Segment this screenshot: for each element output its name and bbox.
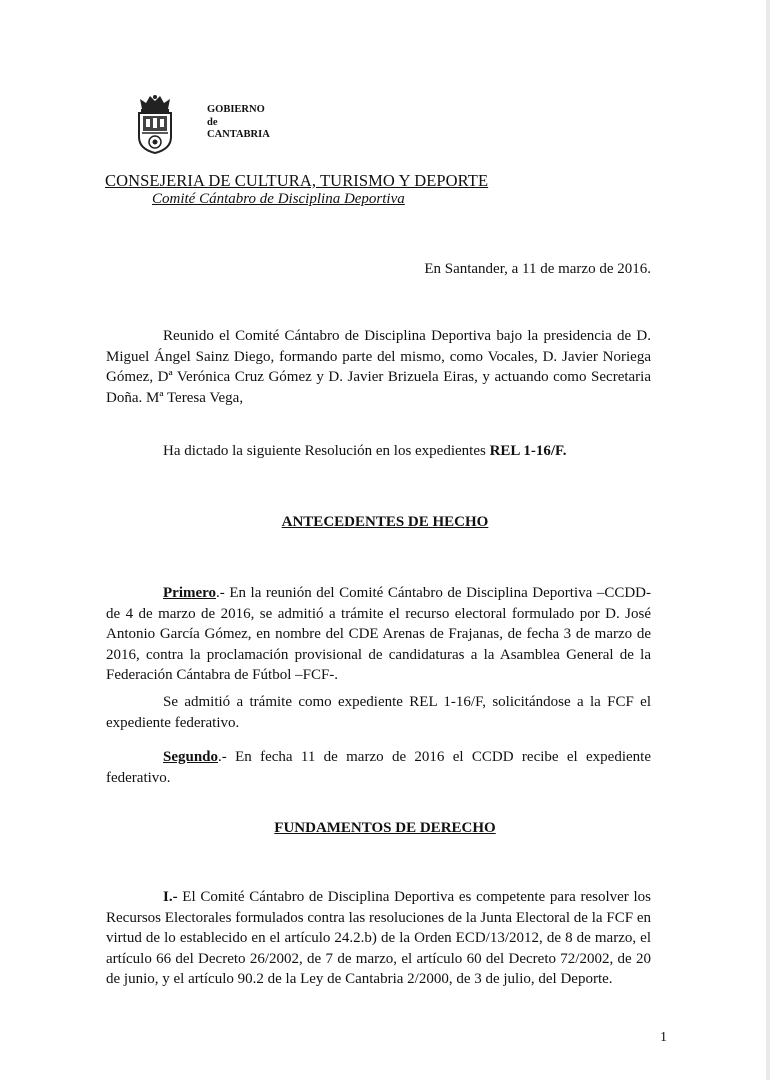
- segundo-text: .- En fecha 11 de marzo de 2016 el CCDD recibe el expediente federativo.: [106, 749, 651, 786]
- coat-of-arms-logo: [134, 93, 176, 161]
- segundo-paragraph: [106, 747, 651, 788]
- intro-paragraph: Reunido el Comité Cántabro de Disciplina Deportiva bajo la presidencia de D. Miguel Ángel Sainz Diego, formando parte del mismo, como Vocales, D. Javier Noriega Gómez, Dª Verónica Cruz Gómez y D. Javier Brizuela Eiras, y actuando como Secretaria Doña. Mª Teresa Vega,: [106, 328, 651, 406]
- primero-label: Primero: [163, 585, 217, 601]
- gov-line-1: GOBIERNO: [207, 104, 265, 115]
- government-label: [207, 104, 270, 142]
- segundo-label: Segundo: [163, 749, 219, 765]
- primero-paragraph: [106, 583, 651, 686]
- fundamento-i-label: I.-: [163, 889, 178, 905]
- page-edge: [766, 0, 770, 1080]
- primero-text: .- En la reunión del Comité Cántabro de Disciplina Deportiva –CCDD- de 4 de marzo de 2016, se admitió a trámite el recurso electoral formulado por D. José Antonio García Gómez, en nombre del CDE Arenas de Frajanas, de fecha 3 de marzo de 2016, contra la proclamación provisional de candidaturas a la Asamblea General de la Federación Cántabra de Fútbol –FCF-.: [106, 585, 651, 683]
- antecedentes-heading: ANTECEDENTES DE HECHO: [281, 514, 489, 530]
- gov-line-3: CANTABRIA: [207, 129, 270, 140]
- page-number: 1: [660, 1030, 667, 1045]
- admision-paragraph: Se admitió a trámite como expediente REL 1-16/F, solicitándose a la FCF el expediente federativo.: [106, 694, 651, 731]
- department-title: CONSEJERIA DE CULTURA, TURISMO Y DEPORTE: [105, 171, 489, 190]
- date-line: En Santander, a 11 de marzo de 2016.: [424, 261, 651, 277]
- resolution-reference: REL 1-16/F.: [489, 443, 567, 459]
- committee-subtitle: Comité Cántabro de Disciplina Deportiva: [152, 191, 405, 207]
- fundamentos-heading: FUNDAMENTOS DE DERECHO: [274, 820, 496, 836]
- gov-line-2: de: [207, 116, 218, 128]
- resolution-paragraph: [106, 441, 651, 462]
- resolution-text: Ha dictado la siguiente Resolución en los expedientes: [163, 443, 490, 459]
- fundamento-i-paragraph: [106, 887, 651, 990]
- fundamento-i-text: El Comité Cántabro de Disciplina Deportiva es competente para resolver los Recursos Electorales formulados contra las resoluciones de la Junta Electoral de la FCF en virtud de lo establecido en el artículo 24.2.b) de la Orden ECD/13/2012, de 8 de marzo, el artículo 66 del Decreto 26/2002, de 7 de marzo, el artículo 60 del Decreto 72/2002, de 20 de junio, y el artículo 90.2 de la Ley de Cantabria 2/2000, de 3 de julio, del Deporte.: [106, 889, 651, 987]
